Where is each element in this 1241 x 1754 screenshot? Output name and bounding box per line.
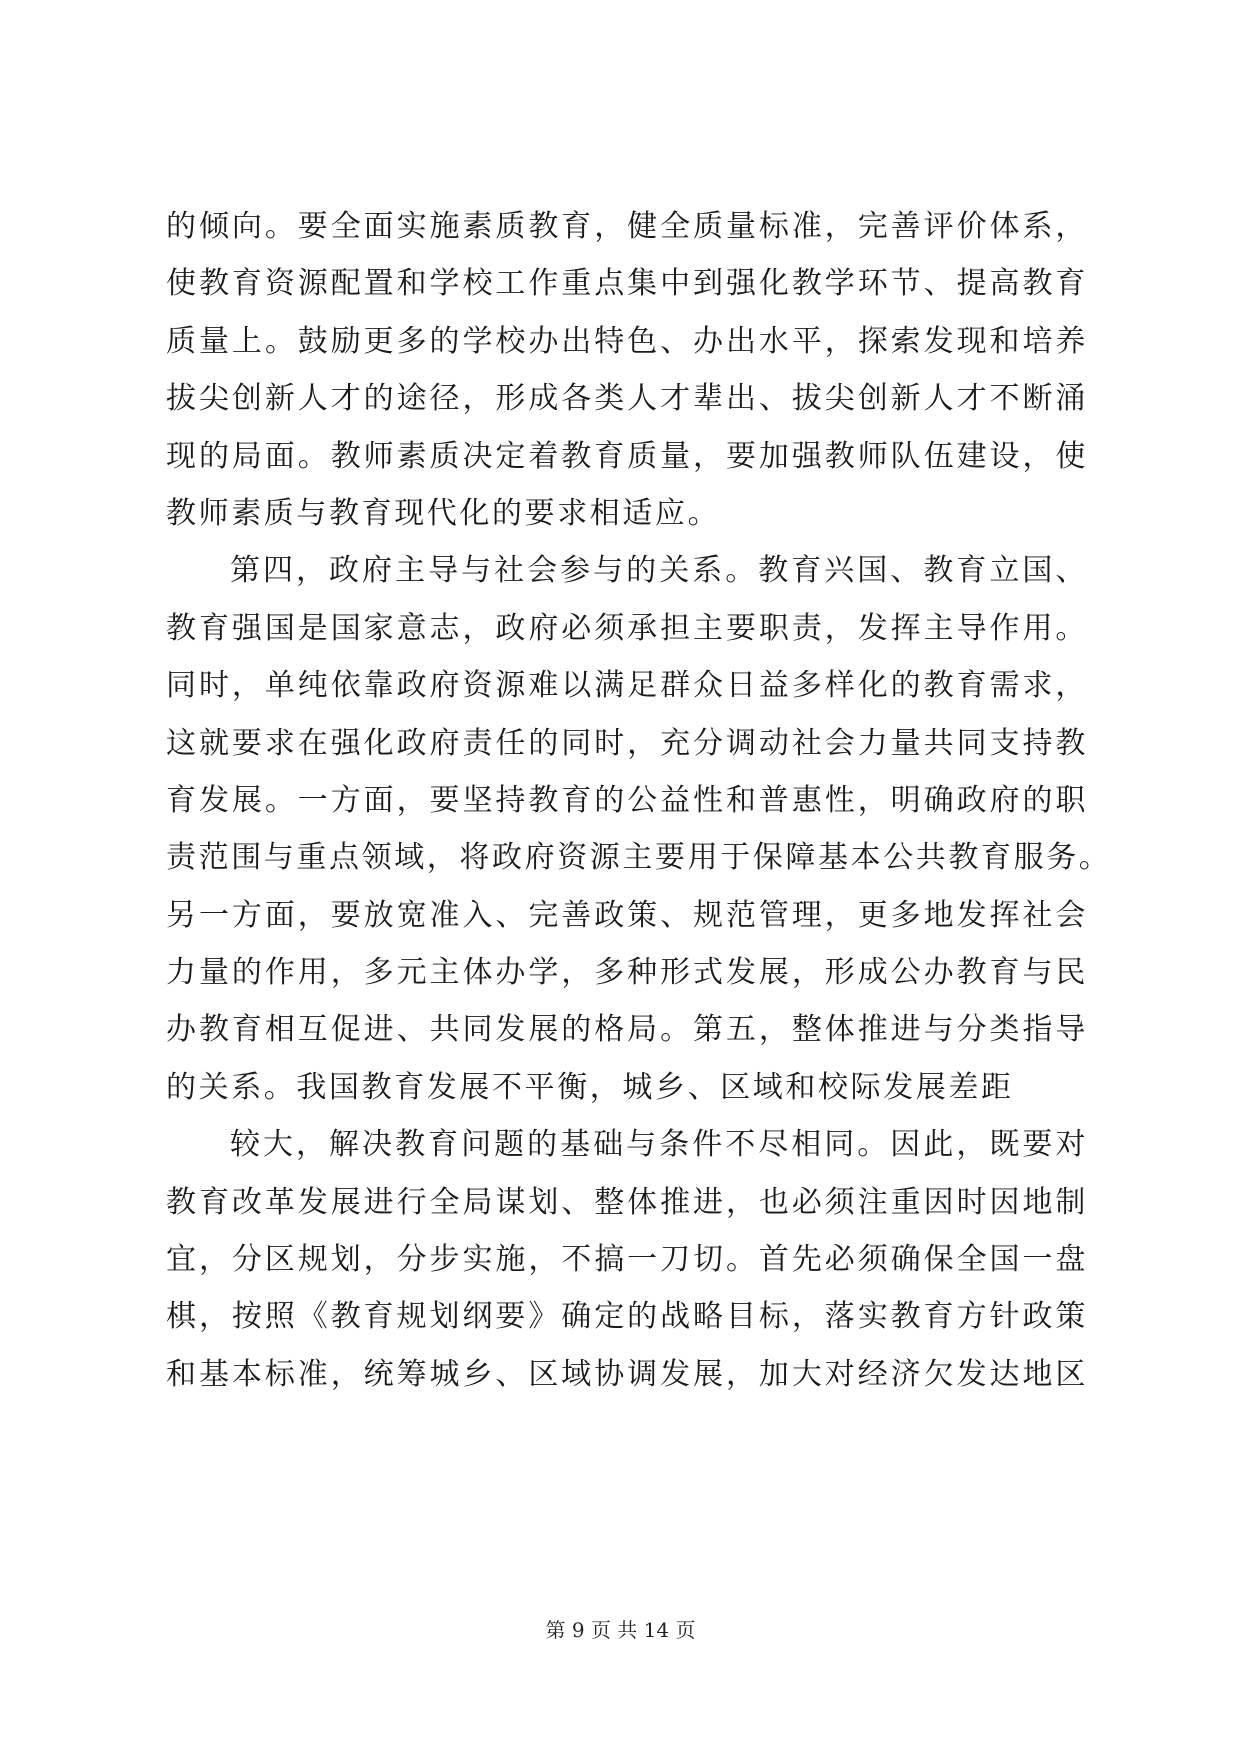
text-line: 教育改革发展进行全局谋划、整体推进，也必须注重因时因地制: [166, 1184, 1088, 1220]
text-line: 拔尖创新人才的途径，形成各类人才辈出、拔尖创新人才不断涌: [166, 381, 1088, 417]
text-line: 教师素质与教育现代化的要求相适应。: [166, 495, 721, 531]
text-line: 力量的作用，多元主体办学，多种形式发展，形成公办教育与民: [166, 955, 1088, 991]
text-line: 的关系。我国教育发展不平衡，城乡、区域和校际发展差距: [166, 1069, 1014, 1105]
paragraph-start-line: 较大，解决教育问题的基础与条件不尽相同。因此，既要对: [230, 1127, 1088, 1163]
text-line: 使教育资源配置和学校工作重点集中到强化教学环节、提高教育: [166, 266, 1088, 302]
text-line: 办教育相互促进、共同发展的格局。第五，整体推进与分类指导: [166, 1012, 1088, 1048]
text-line: 质量上。鼓励更多的学校办出特色、办出水平，探索发现和培养: [166, 323, 1088, 359]
text-line: 现的局面。教师素质决定着教育质量，要加强教师队伍建设，使: [166, 438, 1088, 474]
text-line: 棋，按照《教育规划纲要》确定的战略目标，落实教育方针政策: [166, 1299, 1088, 1335]
text-line: 同时，单纯依靠政府资源难以满足群众日益多样化的教育需求，: [166, 668, 1088, 704]
text-line: 宜，分区规划，分步实施，不搞一刀切。首先必须确保全国一盘: [166, 1242, 1088, 1278]
text-line: 的倾向。要全面实施素质教育，健全质量标准，完善评价体系，: [166, 209, 1088, 244]
text-line: 育发展。一方面，要坚持教育的公益性和普惠性，明确政府的职: [166, 782, 1088, 818]
text-line: 另一方面，要放宽准入、完善政策、规范管理，更多地发挥社会: [166, 897, 1088, 933]
text-line: 教育强国是国家意志，政府必须承担主要职责，发挥主导作用。: [166, 610, 1088, 646]
page-number-footer: 第 9 页 共 14 页: [545, 1618, 696, 1642]
body-text: [166, 198, 1112, 1403]
text-line: 这就要求在强化政府责任的同时，充分调动社会力量共同支持教: [166, 725, 1088, 761]
text-line: 和基本标准，统筹城乡、区域协调发展，加大对经济欠发达地区: [166, 1356, 1088, 1392]
paragraph-start-line: 第四，政府主导与社会参与的关系。教育兴国、教育立国、: [230, 553, 1088, 589]
text-line: 责范围与重点领域，将政府资源主要用于保障基本公共教育服务。: [166, 840, 1112, 876]
